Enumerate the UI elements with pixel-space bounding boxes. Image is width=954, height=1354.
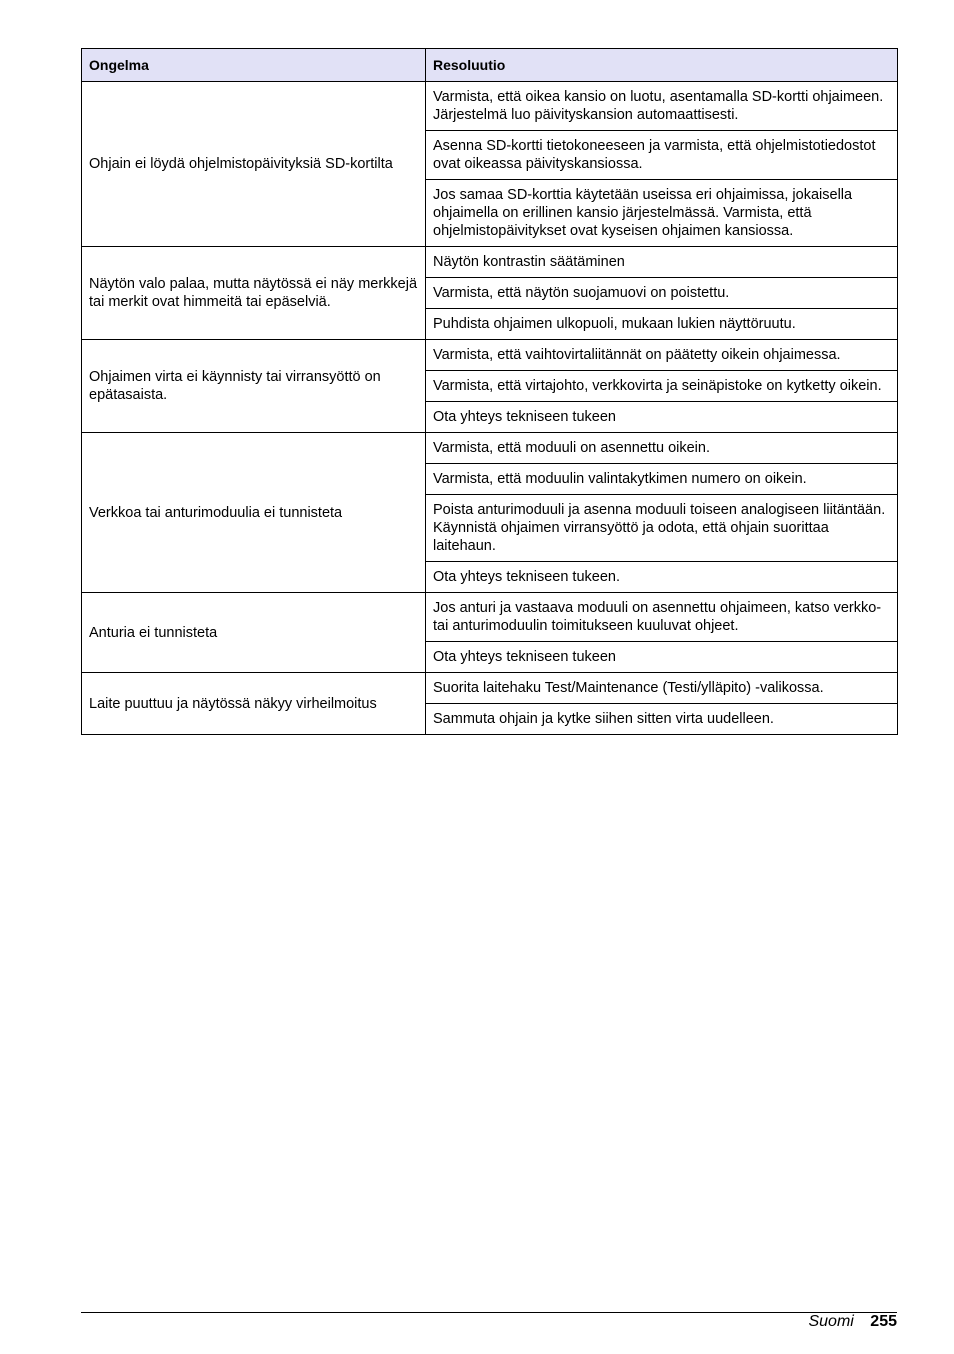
- resolution-cell: Ota yhteys tekniseen tukeen: [426, 402, 898, 433]
- table-row: [82, 340, 898, 371]
- resolution-cell: Jos samaa SD-korttia käytetään useissa eri ohjaimissa, jokaisella ohjaimella on erillinen kansio järjestelmässä. Varmista, että ohjelmistopäivitykset ovat kyseisen ohjaimen kansiossa.: [426, 180, 898, 247]
- table-row: [82, 433, 898, 464]
- resolution-cell: Varmista, että vaihtovirtaliitännät on päätetty oikein ohjaimessa.: [426, 340, 898, 371]
- problem-cell: Ohjaimen virta ei käynnisty tai virransyöttö on epätasaista.: [82, 340, 426, 433]
- problem-cell: Verkkoa tai anturimoduulia ei tunnisteta: [82, 433, 426, 593]
- page-number: 255: [870, 1313, 897, 1330]
- problem-cell: Näytön valo palaa, mutta näytössä ei näy merkkejä tai merkit ovat himmeitä tai epäselviä.: [82, 247, 426, 340]
- resolution-cell: Varmista, että näytön suojamuovi on poistettu.: [426, 278, 898, 309]
- table-row: [82, 247, 898, 278]
- resolution-cell: Asenna SD-kortti tietokoneeseen ja varmista, että ohjelmistotiedostot ovat oikeassa päivityskansiossa.: [426, 131, 898, 180]
- resolution-cell: Puhdista ohjaimen ulkopuoli, mukaan lukien näyttöruutu.: [426, 309, 898, 340]
- resolution-cell: Varmista, että oikea kansio on luotu, asentamalla SD-kortti ohjaimeen. Järjestelmä luo päivityskansion automaattisesti.: [426, 82, 898, 131]
- table-row: [82, 673, 898, 704]
- problem-cell: Anturia ei tunnisteta: [82, 593, 426, 673]
- header-resolution: Resoluutio: [426, 49, 898, 82]
- resolution-cell: Varmista, että moduulin valintakytkimen numero on oikein.: [426, 464, 898, 495]
- page-footer: [808, 1312, 897, 1332]
- problem-cell: Laite puuttuu ja näytössä näkyy virheilmoitus: [82, 673, 426, 735]
- resolution-cell: Ota yhteys tekniseen tukeen: [426, 642, 898, 673]
- footer-divider: [81, 1312, 897, 1313]
- resolution-cell: Suorita laitehaku Test/Maintenance (Testi/ylläpito) -valikossa.: [426, 673, 898, 704]
- table-row: [82, 593, 898, 642]
- resolution-cell: Näytön kontrastin säätäminen: [426, 247, 898, 278]
- footer-language: Suomi: [808, 1313, 854, 1330]
- table-body: [82, 82, 898, 735]
- table-row: [82, 82, 898, 131]
- resolution-cell: Varmista, että moduuli on asennettu oikein.: [426, 433, 898, 464]
- resolution-cell: Varmista, että virtajohto, verkkovirta ja seinäpistoke on kytketty oikein.: [426, 371, 898, 402]
- resolution-cell: Ota yhteys tekniseen tukeen.: [426, 562, 898, 593]
- resolution-cell: Jos anturi ja vastaava moduuli on asennettu ohjaimeen, katso verkko- tai anturimoduulin toimitukseen kuuluvat ohjeet.: [426, 593, 898, 642]
- problem-cell: Ohjain ei löydä ohjelmistopäivityksiä SD-kortilta: [82, 82, 426, 247]
- table-header-row: [82, 49, 898, 82]
- header-problem: Ongelma: [82, 49, 426, 82]
- troubleshooting-table: [81, 48, 898, 735]
- resolution-cell: Sammuta ohjain ja kytke siihen sitten virta uudelleen.: [426, 704, 898, 735]
- resolution-cell: Poista anturimoduuli ja asenna moduuli toiseen analogiseen liitäntään. Käynnistä ohjaimen virransyöttö ja odota, että ohjain suorittaa laitehaun.: [426, 495, 898, 562]
